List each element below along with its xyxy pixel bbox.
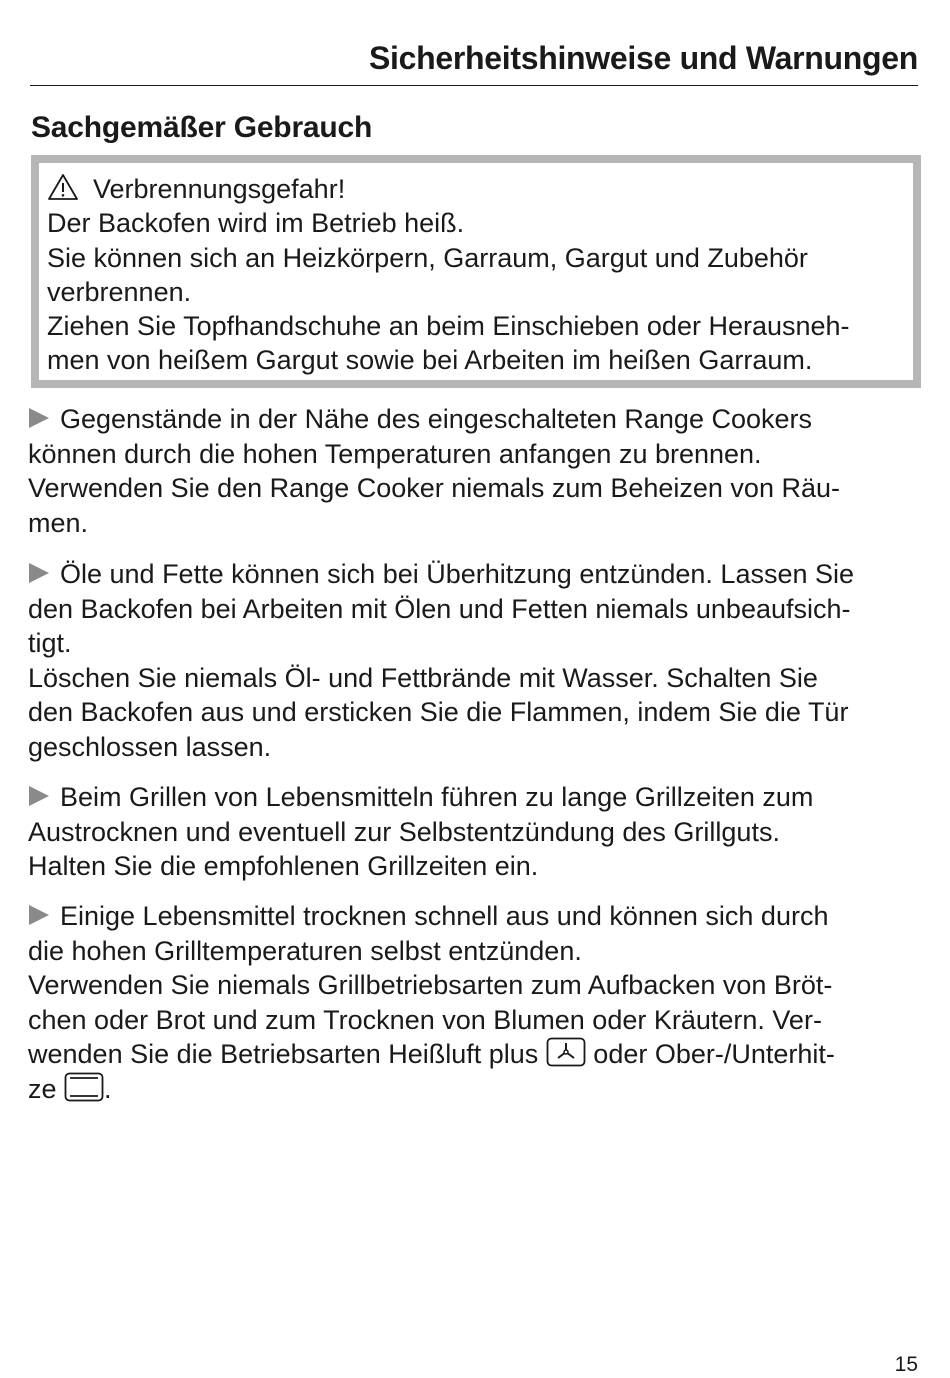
paragraph-line: Austrocknen und eventuell zur Selbstentzündung des Grillguts. [28, 816, 780, 847]
paragraph-line: geschlossen lassen. [28, 731, 272, 762]
paragraph-line: chen oder Brot und zum Trocknen von Blumen oder Kräutern. Ver- [28, 1004, 822, 1035]
paragraph-line: tigt. [28, 628, 72, 658]
play-arrow-icon [28, 784, 50, 808]
page-title: Sicherheitshinweise und Warnungen [369, 40, 918, 76]
paragraph-line: Löschen Sie niemals Öl- und Fettbrände mit Wasser. Schalten Sie [28, 662, 818, 693]
paragraph-grilling [28, 780, 928, 884]
paragraph-oil-fat [28, 557, 928, 764]
play-arrow-icon [28, 406, 50, 430]
top-bottom-heat-icon [64, 1072, 104, 1102]
paragraph-line: den Backofen bei Arbeiten mit Ölen und Fetten niemals unbeaufsich- [28, 593, 851, 624]
warning-box [31, 155, 921, 388]
warning-line: Ziehen Sie Topfhandschuhe an beim Einschieben oder Herausneh- [47, 311, 850, 342]
page-header [30, 36, 918, 86]
warning-line: Der Backofen wird im Betrieb heiß. [47, 208, 465, 239]
paragraph-line: die hohen Grilltemperaturen selbst entzünden. [28, 935, 582, 966]
paragraph-line: men. [28, 507, 89, 538]
warning-title: Verbrennungsgefahr! [93, 174, 346, 204]
warning-line: verbrennen. [47, 276, 192, 307]
paragraph-line: Verwenden Sie den Range Cooker niemals zum Beheizen von Räu- [28, 473, 840, 503]
paragraph-line: ze . [28, 1073, 112, 1104]
warning-line: Sie können sich an Heizkörpern, Garraum, Gargut und Zubehör [47, 242, 808, 273]
paragraph-line: den Backofen aus und ersticken Sie die Flammen, indem Sie die Tür [28, 697, 849, 727]
paragraph-line: Verwenden Sie niemals Grillbetriebsarten zum Aufbacken von Bröt- [28, 970, 833, 1000]
warning-line [47, 172, 903, 206]
paragraph-line: Einige Lebensmittel trocknen schnell aus und können sich durch [28, 899, 928, 934]
paragraph-flammable-objects [28, 402, 928, 540]
paragraph-self-ignition [28, 899, 928, 1106]
warning-line: men von heißem Gargut sowie bei Arbeiten im heißen Garraum. [47, 345, 813, 376]
play-arrow-icon [28, 561, 50, 585]
paragraph-line: können durch die hohen Temperaturen anfangen zu brennen. [28, 438, 762, 469]
section-title: Sachgemäßer Gebrauch [31, 111, 373, 144]
paragraph-line: Öle und Fette können sich bei Überhitzung entzünden. Lassen Sie [28, 557, 928, 592]
play-arrow-icon [28, 903, 50, 927]
paragraph-line: wenden Sie die Betriebsarten Heißluft plus oder Ober-/Unterhit- [28, 1039, 835, 1069]
fan-mode-icon [546, 1037, 586, 1067]
paragraph-line: Halten Sie die empfohlenen Grillzeiten ein. [28, 851, 539, 881]
paragraph-line: Gegenstände in der Nähe des eingeschalteten Range Cookers [28, 402, 928, 437]
page-number: 15 [894, 1353, 918, 1376]
warning-triangle-icon [47, 173, 79, 201]
paragraph-line: Beim Grillen von Lebensmitteln führen zu lange Grillzeiten zum [28, 780, 928, 815]
